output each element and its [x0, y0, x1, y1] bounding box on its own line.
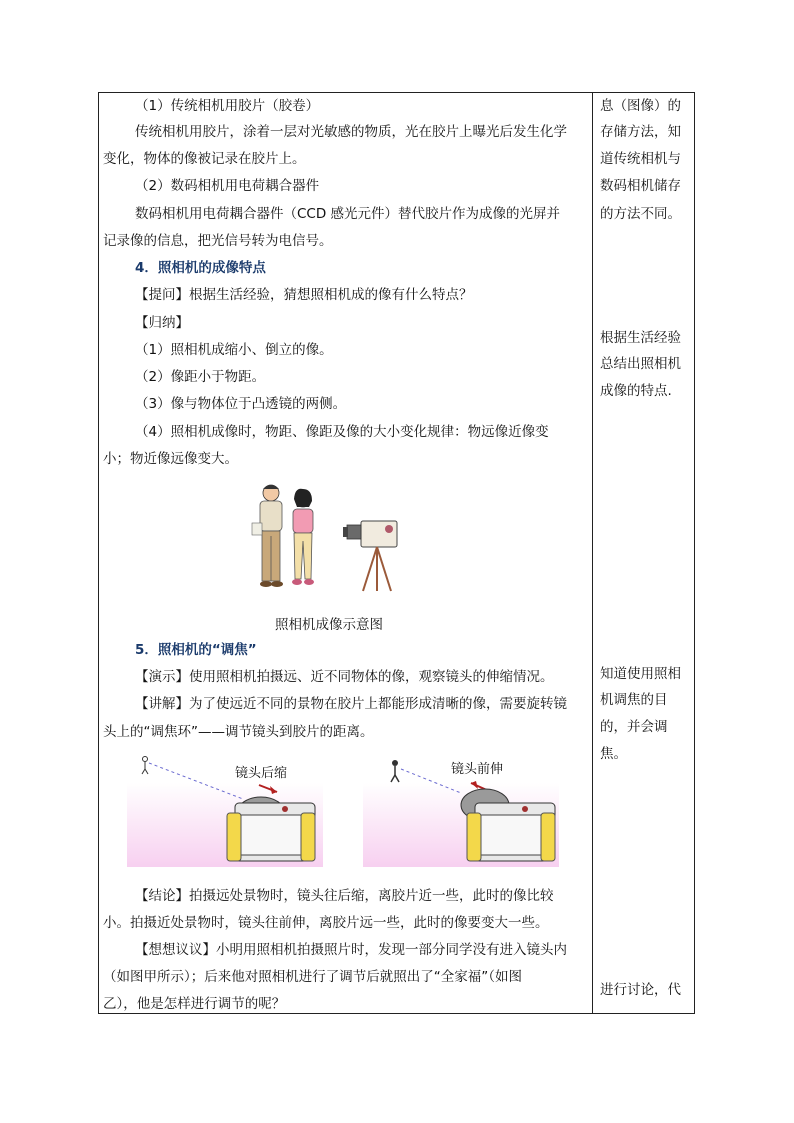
text-line: 【想想议议】小明用照相机拍摄照片时，发现一部分同学没有进入镜头内 [135, 942, 567, 958]
text-line: 乙），他是怎样进行调节的呢？ [103, 996, 286, 1012]
text-line: 记录像的信息，把光信号转为电信号。 [103, 233, 333, 249]
note-line: 存储方法，知 [600, 124, 681, 140]
note-line: 道传统相机与 [600, 151, 681, 167]
text-line: 【演示】使用照相机拍摄远、近不同物体的像，观察镜头的伸缩情况。 [135, 669, 554, 685]
note-line: 进行讨论，代 [600, 982, 681, 998]
text-line: 数码相机用电荷耦合器件（CCD 感光元件）替代胶片作为成像的光屏并 [135, 206, 561, 222]
note-line: 的，并会调 [600, 719, 668, 735]
section-heading: 4．照相机的成像特点 [135, 260, 266, 276]
text-line: 小。拍摄近处景物时，镜头往前伸，离胶片远一些，此时的像要变大一些。 [103, 915, 549, 931]
notes-column [593, 93, 696, 1013]
text-line: （4）照相机成像时，物距、像距及像的大小变化规律：物远像近像变 [135, 424, 549, 440]
text-line: 【讲解】为了使远近不同的景物在胶片上都能形成清晰的像，需要旋转镜 [135, 696, 567, 712]
text-line: 【结论】拍摄远处景物时，镜头往后缩，离胶片近一些，此时的像比较 [135, 888, 554, 904]
note-line: 数码相机储存 [600, 178, 681, 194]
content-column [99, 93, 592, 1013]
focus-comparison-illustration [125, 755, 565, 870]
figure-label: 镜头后缩 [235, 766, 288, 781]
text-line: 头上的“调焦环”——调节镜头到胶片的距离。 [103, 724, 374, 740]
note-line: 机调焦的目 [600, 692, 668, 708]
text-line: 变化，物体的像被记录在胶片上。 [103, 151, 306, 167]
note-line: 焦。 [600, 746, 627, 762]
note-line: 知道使用照相 [600, 666, 681, 682]
note-line: 的方法不同。 [600, 206, 681, 222]
figure-label: 镜头前伸 [451, 762, 504, 777]
note-line: 息（图像）的 [600, 98, 681, 114]
text-line: （如图甲所示）；后来他对照相机进行了调节后就照出了“全家福”（如图 [103, 969, 522, 985]
text-line: 传统相机用胶片，涂着一层对光敏感的物质，光在胶片上曝光后发生化学 [135, 124, 567, 140]
text-line: 小；物近像远像变大。 [103, 451, 238, 467]
section-heading: 5．照相机的“调焦” [135, 642, 257, 658]
note-line: 总结出照相机 [600, 356, 681, 372]
text-line: 【提问】根据生活经验，猜想照相机成的像有什么特点？ [135, 287, 473, 303]
text-line: （3）像与物体位于凸透镜的两侧。 [135, 396, 347, 412]
text-line: （2）像距小于物距。 [135, 369, 266, 385]
text-line: 【归纳】 [135, 315, 189, 331]
camera-imaging-illustration [249, 481, 409, 596]
text-line: （1）照相机成缩小、倒立的像。 [135, 342, 333, 358]
note-line: 成像的特点. [600, 383, 672, 399]
figure-caption: 照相机成像示意图 [275, 617, 383, 633]
lesson-table [98, 92, 695, 1014]
note-line: 根据生活经验 [600, 330, 681, 346]
text-line: （1）传统相机用胶片（胶卷） [135, 98, 320, 114]
text-line: （2）数码相机用电荷耦合器件 [135, 178, 320, 194]
